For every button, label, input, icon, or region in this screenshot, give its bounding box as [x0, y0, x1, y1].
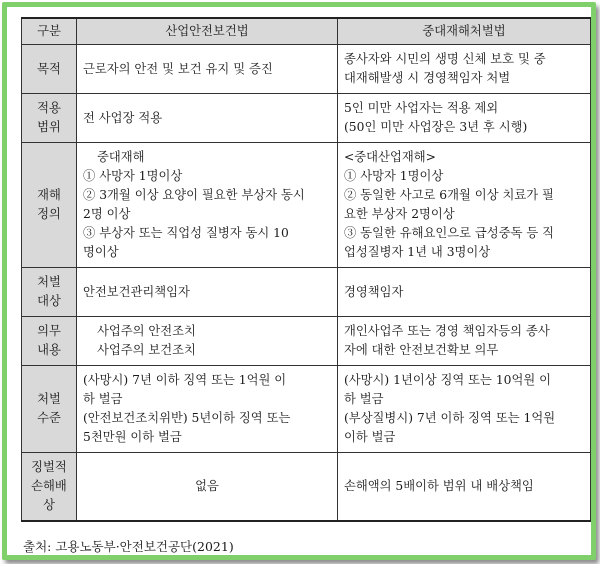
- row-label-definition: 재해 정의: [22, 143, 77, 268]
- penalty-industrial: (사망시) 7년 이하 징역 또는 1억원 이 하 벌금 (안전보건조치위반) 5년이하 징역 또는 5천만원 이하 벌금: [77, 366, 338, 453]
- comparison-table: [21, 17, 591, 522]
- table-row: [22, 268, 591, 317]
- row-label-scope: 적용 범위: [22, 94, 77, 143]
- definition-industrial: 중대재해 ① 사망자 1명이상 ② 3개월 이상 요양이 필요한 부상자 동시 2명 이상 ③ 부상자 또는 직업성 질병자 동시 10 명이상: [77, 143, 338, 268]
- table-header-row: [22, 18, 591, 45]
- purpose-industrial: 근로자의 안전 및 보건 유지 및 증진: [77, 45, 338, 94]
- punitive-industrial: 없음: [77, 453, 338, 522]
- penalty-serious: (사망시) 1년이상 징역 또는 10억원 이 하 벌금 (부상질병시) 7년 이하 징역 또는 1억원 이하 벌금: [338, 366, 591, 453]
- row-label-punitive-damages: 징벌적 손해배상: [22, 453, 77, 522]
- duty-industrial: 사업주의 안전조치 사업주의 보건조치: [77, 317, 338, 366]
- target-serious: 경영책임자: [338, 268, 591, 317]
- row-label-penalty: 처벌 수준: [22, 366, 77, 453]
- punitive-serious: 손해액의 5배이하 범위 내 배상책임: [338, 453, 591, 522]
- scope-serious: 5인 미만 사업자는 적용 제외 (50인 미만 사업장은 3년 후 시행): [338, 94, 591, 143]
- definition-serious: <중대산업재해> ① 사망자 1명이상 ② 동일한 사고로 6개월 이상 치료가 필 요한 부상자 2명이상 ③ 동일한 유해요인으로 급성중독 등 직 업성질병자 1년 내 3명이상: [338, 143, 591, 268]
- target-industrial: 안전보건관리책임자: [77, 268, 338, 317]
- header-industrial-safety-act: 산업안전보건법: [77, 18, 338, 45]
- table-row: [22, 453, 591, 522]
- header-category: 구분: [22, 18, 77, 45]
- figure-frame: [2, 2, 596, 560]
- table-row: [22, 317, 591, 366]
- header-serious-accident-act: 중대재해처벌법: [338, 18, 591, 45]
- duty-serious: 개인사업주 또는 경영 책임자등의 종사 자에 대한 안전보건확보 의무: [338, 317, 591, 366]
- source-caption: 출처: 고용노동부·안전보건공단(2021): [23, 539, 234, 554]
- table-row: [22, 143, 591, 268]
- table-row: [22, 94, 591, 143]
- row-label-target: 처벌 대상: [22, 268, 77, 317]
- row-label-duty: 의무 내용: [22, 317, 77, 366]
- purpose-serious: 종사자와 시민의 생명 신체 보호 및 중 대재해발생 시 경영책임자 처벌: [338, 45, 591, 94]
- table-row: [22, 366, 591, 453]
- row-label-purpose: 목적: [22, 45, 77, 94]
- scope-industrial: 전 사업장 적용: [77, 94, 338, 143]
- table-row: [22, 45, 591, 94]
